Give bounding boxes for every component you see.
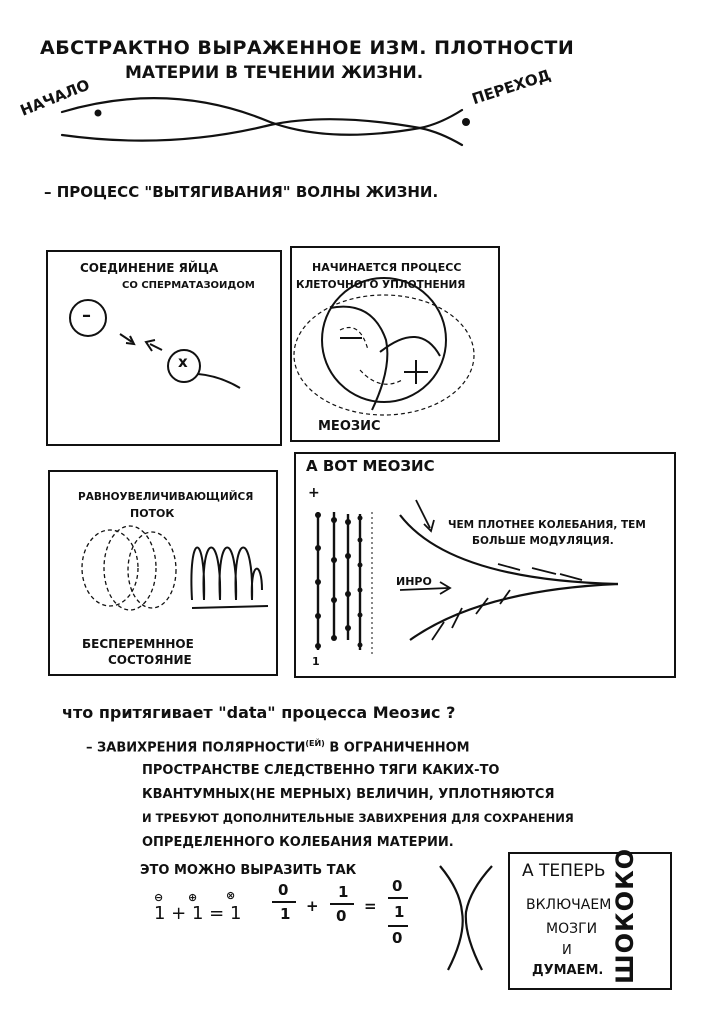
panel-1-caption-2: СО СПЕРМАТАЗОИДОМ <box>122 280 255 291</box>
answer-line-1-sup: (ЕЙ) <box>305 739 325 748</box>
answer-line-1-start: – ЗАВИХРЕНИЯ ПОЛЯРНОСТИ <box>86 740 306 756</box>
formula-mark-1: ⊖ <box>154 891 164 904</box>
frac-a-num: 0 <box>278 881 289 899</box>
formula-intro: ЭТО МОЖНО ВЫРАЗИТЬ ТАК <box>140 863 357 878</box>
question-line: что притягивает "data" процесса Меозис ? <box>62 703 456 722</box>
title-line-1: АБСТРАКТНО ВЫРАЖЕННОЕ ИЗМ. ПЛОТНОСТИ <box>40 37 575 59</box>
panel-2-caption-2: КЛЕТОЧНОГО УПЛОТНЕНИЯ <box>296 279 466 291</box>
answer-line-5: ОПРЕДЕЛЕННОГО КОЛЕБАНИЯ МАТЕРИИ. <box>142 835 454 850</box>
answer-line-1-end: В ОГРАНИЧЕННОМ <box>329 740 470 756</box>
formula-plus: + <box>306 897 319 915</box>
panel-2-caption-1: НАЧИНАЕТСЯ ПРОЦЕСС <box>312 261 462 274</box>
box-side-text: ШОКОКО <box>611 847 639 984</box>
panel-3-bottom-1: БЕСПЕРЕМННОЕ <box>82 637 194 651</box>
box-line-3: МОЗГИ <box>546 921 598 937</box>
box-line-1: А ТЕПЕРЬ <box>522 861 606 881</box>
panel-cell-compaction <box>290 246 500 442</box>
process-line: – ПРОЦЕСС "ВЫТЯГИВАНИЯ" ВОЛНЫ ЖИЗНИ. <box>44 183 439 201</box>
panel-3-caption-2: ПОТОК <box>130 507 175 520</box>
box-line-2: ВКЛЮЧАЕМ <box>526 897 612 913</box>
answer-line-4: И ТРЕБУЮТ ДОПОЛНИТЕЛЬНЫЕ ЗАВИХРЕНИЯ ДЛЯ СОХРАНЕНИЯ <box>142 811 574 825</box>
panel-4-one: 1 <box>312 655 320 668</box>
panel-4-caption: А ВОТ МЕОЗИС <box>306 457 435 475</box>
frac-c-mid: 1 <box>394 903 405 921</box>
answer-line-1 <box>86 740 470 756</box>
box-line-5: ДУМАЕМ. <box>532 963 604 978</box>
panel-3-caption-1: РАВНОУВЕЛИЧИВАЮЩИЙСЯ <box>78 491 254 503</box>
egg-sign-minus: – <box>82 305 91 326</box>
answer-line-3: КВАНТУМНЫХ(НЕ МЕРНЫХ) ВЕЛИЧИН, УПЛОТНЯЮТСЯ <box>142 787 555 802</box>
box-line-4: И <box>562 943 572 958</box>
frac-b-den: 0 <box>336 907 347 925</box>
label-start: НАЧАЛО <box>17 75 93 120</box>
frac-a-den: 1 <box>280 905 291 923</box>
formula-mark-3: ⊗ <box>226 889 236 902</box>
panel-2-meiosis: МЕОЗИС <box>318 419 381 434</box>
panel-3-bottom-2: СОСТОЯНИЕ <box>108 653 192 667</box>
sperm-sign-x: x <box>178 353 188 371</box>
panel-4-note-1: ЧЕМ ПЛОТНЕЕ КОЛЕБАНИЯ, ТЕМ <box>448 519 646 531</box>
label-end: ПЕРЕХОД <box>469 65 553 109</box>
panel-4-note-2: БОЛЬШЕ МОДУЛЯЦИЯ. <box>472 535 614 547</box>
answer-line-2: ПРОСТРАНСТВЕ СЛЕДСТВЕННО ТЯГИ КАКИХ-ТО <box>142 763 500 778</box>
frac-c-bot: 0 <box>392 929 403 947</box>
panel-4-inro: ИНРО <box>396 575 432 588</box>
panel-4-plus: + <box>308 485 320 501</box>
panel-1-caption-1: СОЕДИНЕНИЕ ЯЙЦА <box>80 261 219 275</box>
panel-meiosis <box>294 452 676 678</box>
frac-b-num: 1 <box>338 883 349 901</box>
frac-c-top: 0 <box>392 877 403 895</box>
formula-mark-2: ⊕ <box>188 891 198 904</box>
formula-eq-1: 1 + 1 = 1 <box>154 903 242 924</box>
formula-equals: = <box>364 897 377 915</box>
title-line-2: МАТЕРИИ В ТЕЧЕНИИ ЖИЗНИ. <box>125 63 424 83</box>
